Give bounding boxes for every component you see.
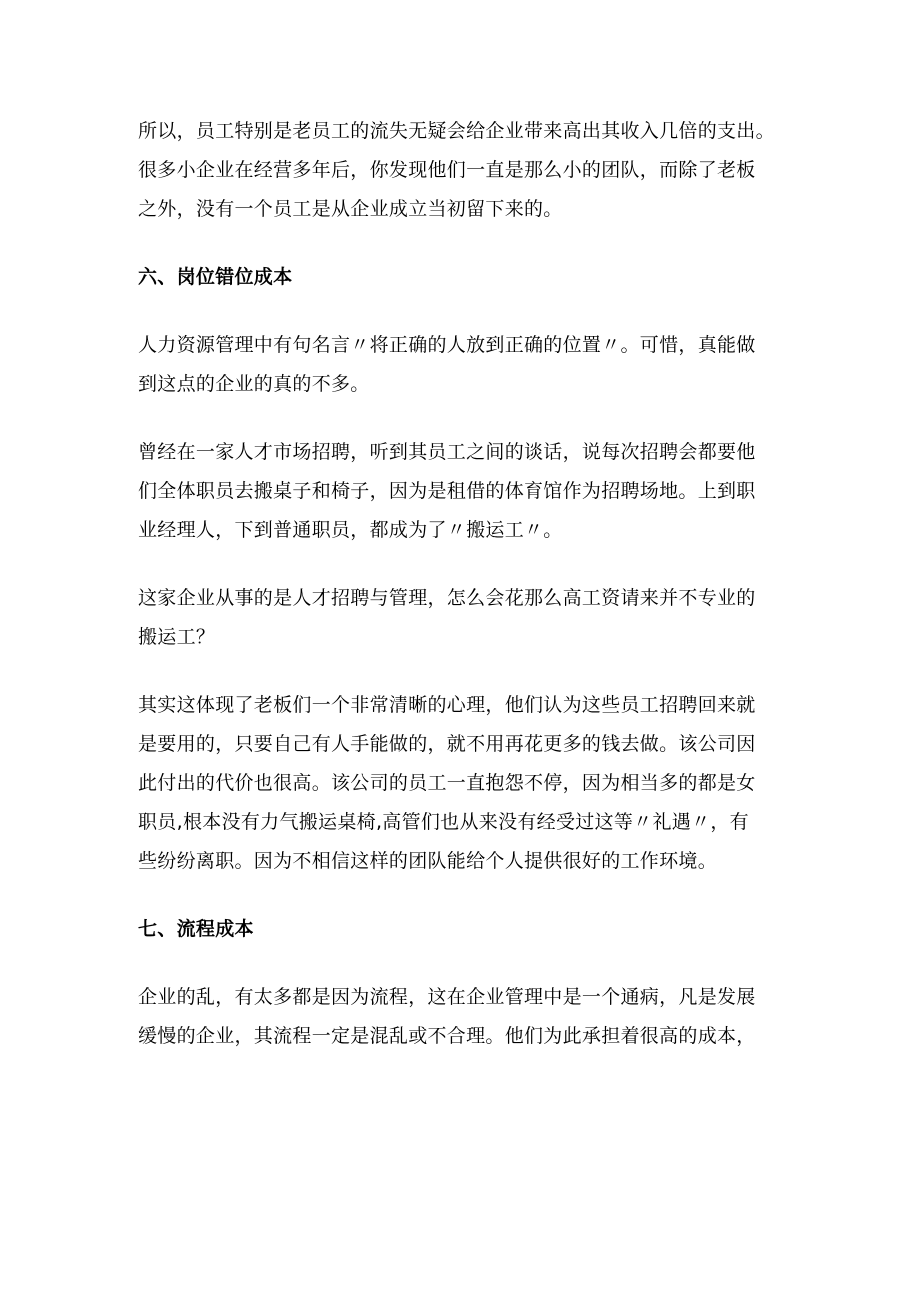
section-heading-six: 六、岗位错位成本 <box>138 266 293 288</box>
text-line: 职员,根本没有力气搬运桌椅,高管们也从来没有经受过这等〃礼遇〃，有 <box>138 811 749 833</box>
text-line: 人力资源管理中有句名言〃将正确的人放到正确的位置〃。可惜，真能做 <box>138 334 756 356</box>
document-page <box>138 112 788 1085</box>
text-line: 缓慢的企业，其流程一定是混乱或不合理。他们为此承担着很高的成本， <box>138 1025 756 1047</box>
text-line: 其实这体现了老板们一个非常清晰的心理，他们认为这些员工招聘回来就 <box>138 694 756 716</box>
text-line: 此付出的代价也很高。该公司的员工一直抱怨不停，因为相当多的都是女 <box>138 772 756 794</box>
text-line: 业经理人，下到普通职员，都成为了〃搬运工〃。 <box>138 519 563 541</box>
paragraph-staff-turnover <box>138 112 788 229</box>
text-line: 企业的乱，有太多都是因为流程，这在企业管理中是一个通病，凡是发展 <box>138 986 756 1008</box>
text-line: 到这点的企业的真的不多。 <box>138 373 370 395</box>
text-line: 些纷纷离职。因为不相信这样的团队能给个人提供很好的工作环境。 <box>138 850 718 872</box>
text-line: 之外，没有一个员工是从企业成立当初留下来的。 <box>138 198 563 220</box>
paragraph-recruitment-story <box>138 433 788 550</box>
text-line: 是要用的，只要自己有人手能做的，就不用再花更多的钱去做。该公司因 <box>138 733 756 755</box>
text-line: 所以，员工特别是老员工的流失无疑会给企业带来高出其收入几倍的支出。 <box>138 120 775 142</box>
paragraph-famous-saying <box>138 326 788 404</box>
paragraph-boss-mindset <box>138 686 788 881</box>
text-line: 很多小企业在经营多年后，你发现他们一直是那么小的团队，而除了老板 <box>138 159 756 181</box>
text-line: 搬运工？ <box>138 626 216 648</box>
text-line: 曾经在一家人才市场招聘，听到其员工之间的谈话，说每次招聘会都要他 <box>138 441 756 463</box>
section-heading-seven: 七、流程成本 <box>138 918 254 940</box>
paragraph-question <box>138 579 788 657</box>
text-line: 这家企业从事的是人才招聘与管理，怎么会花那么高工资请来并不专业的 <box>138 587 756 609</box>
paragraph-process-cost <box>138 978 788 1056</box>
text-line: 们全体职员去搬桌子和椅子，因为是租借的体育馆作为招聘场地。上到职 <box>138 480 756 502</box>
